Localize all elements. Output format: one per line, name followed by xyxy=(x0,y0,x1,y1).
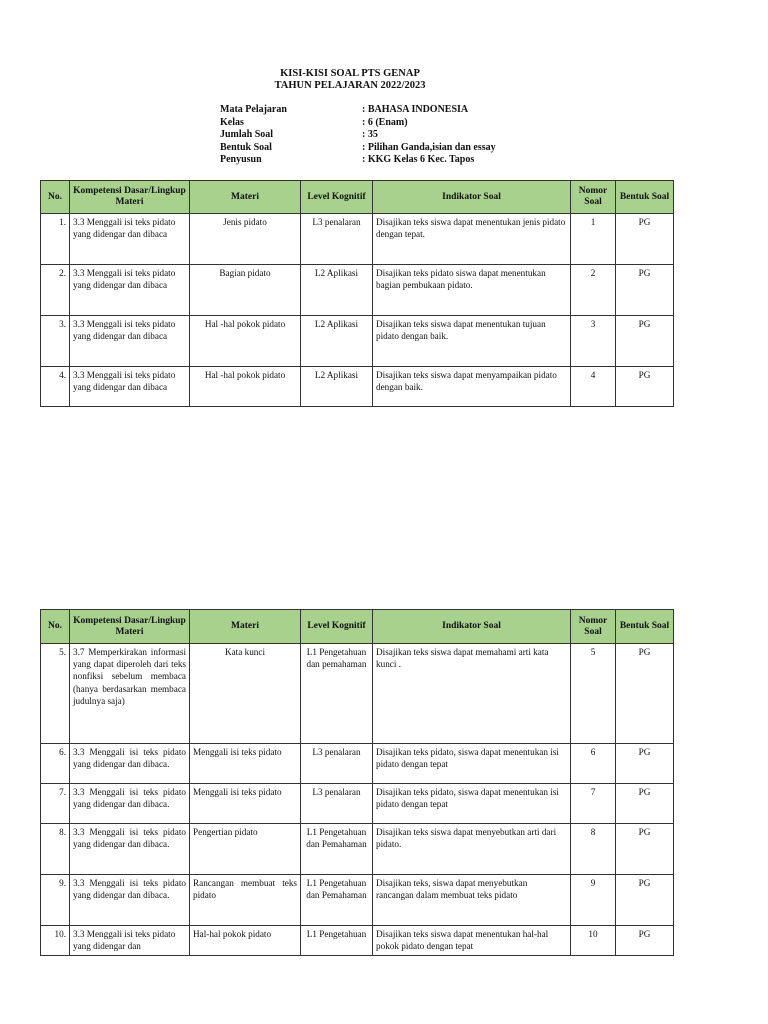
meta-value: : 35 xyxy=(362,129,378,140)
table-row xyxy=(41,824,674,875)
cell-bentuk: PG xyxy=(616,824,674,875)
cell-materi: Hal -hal pokok pidato xyxy=(190,316,301,367)
table-row xyxy=(41,784,674,824)
header-materi: Materi xyxy=(190,181,301,214)
cell-kompetensi: 3.3 Menggali isi teks pidato yang didengar dan dibaca. xyxy=(70,744,190,784)
cell-level: L2 Aplikasi xyxy=(301,367,373,407)
cell-kompetensi: 3.3 Menggali isi teks pidato yang didengar dan xyxy=(70,926,190,956)
cell-materi: Kata kunci xyxy=(190,644,301,744)
cell-indikator: Disajikan teks pidato, siswa dapat menentukan isi pidato dengan tepat xyxy=(373,744,571,784)
cell-nomor: 7 xyxy=(571,784,616,824)
cell-no: 3. xyxy=(41,316,70,367)
header-indikator: Indikator Soal xyxy=(373,181,571,214)
cell-indikator: Disajikan teks pidato, siswa dapat menentukan isi pidato dengan tepat xyxy=(373,784,571,824)
table-header-row xyxy=(41,610,674,644)
cell-materi: Pengertian pidato xyxy=(190,824,301,875)
table-row xyxy=(41,744,674,784)
header-no: No. xyxy=(41,181,70,214)
cell-no: 6. xyxy=(41,744,70,784)
cell-level: L3 penalaran xyxy=(301,784,373,824)
cell-no: 8. xyxy=(41,824,70,875)
cell-nomor: 8 xyxy=(571,824,616,875)
cell-no: 7. xyxy=(41,784,70,824)
cell-bentuk: PG xyxy=(616,367,674,407)
header-kompetensi: Kompetensi Dasar/Lingkup Materi xyxy=(70,181,190,214)
cell-indikator: Disajikan teks, siswa dapat menyebutkan rancangan dalam membuat teks pidato xyxy=(373,875,571,926)
cell-indikator: Disajikan teks siswa dapat memahami arti kata kunci . xyxy=(373,644,571,744)
cell-kompetensi: 3.3 Menggali isi teks pidato yang didengar dan dibaca. xyxy=(70,784,190,824)
meta-block xyxy=(220,104,496,167)
kisi-kisi-table-2 xyxy=(40,609,674,956)
cell-nomor: 4 xyxy=(571,367,616,407)
meta-label: Bentuk Soal xyxy=(220,141,272,153)
cell-nomor: 3 xyxy=(571,316,616,367)
cell-indikator: Disajikan teks pidato siswa dapat menentukan bagian pembukaan pidato. xyxy=(373,265,571,316)
header-level: Level Kognitif xyxy=(301,181,373,214)
cell-kompetensi: 3.3 Menggali isi teks pidato yang didengar dan dibaca. xyxy=(70,824,190,875)
cell-nomor: 1 xyxy=(571,214,616,265)
cell-indikator: Disajikan teks siswa dapat menentukan tujuan pidato dengan baik. xyxy=(373,316,571,367)
header-materi: Materi xyxy=(190,610,301,644)
cell-kompetensi: 3.3 Menggali isi teks pidato yang didengar dan dibaca. xyxy=(70,875,190,926)
cell-materi: Hal -hal pokok pidato xyxy=(190,367,301,407)
cell-level: L1 Pengetahuan dan pemahaman xyxy=(301,644,373,744)
cell-nomor: 6 xyxy=(571,744,616,784)
meta-label: Penyusun xyxy=(220,154,262,165)
meta-value: : BAHASA INDONESIA xyxy=(362,104,469,115)
cell-materi: Menggali isi teks pidato xyxy=(190,784,301,824)
meta-label: Mata Pelajaran xyxy=(220,104,287,115)
cell-no: 5. xyxy=(41,644,70,744)
cell-nomor: 10 xyxy=(571,926,616,956)
cell-indikator: Disajikan teks siswa dapat menentukan jenis pidato dengan tepat. xyxy=(373,214,571,265)
cell-kompetensi: 3.3 Menggali isi teks pidato yang didengar dan dibaca xyxy=(70,316,190,367)
cell-no: 9. xyxy=(41,875,70,926)
cell-level: L1 Pengetahuan dan Pemahaman xyxy=(301,824,373,875)
cell-materi: Menggali isi teks pidato xyxy=(190,744,301,784)
cell-materi: Jenis pidato xyxy=(190,214,301,265)
meta-value: : KKG Kelas 6 Kec. Tapos xyxy=(362,154,475,165)
document-subtitle: TAHUN PELAJARAN 2022/2023 xyxy=(274,80,426,91)
cell-bentuk: PG xyxy=(616,744,674,784)
cell-materi: Rancangan membuat teks pidato xyxy=(190,875,301,926)
cell-level: L1 Pengetahuan xyxy=(301,926,373,956)
cell-nomor: 9 xyxy=(571,875,616,926)
cell-bentuk: PG xyxy=(616,875,674,926)
table-row xyxy=(41,875,674,926)
cell-bentuk: PG xyxy=(616,316,674,367)
table-row xyxy=(41,644,674,744)
cell-bentuk: PG xyxy=(616,644,674,744)
header-nomor: Nomor Soal xyxy=(571,181,616,214)
cell-no: 2. xyxy=(41,265,70,316)
header-no: No. xyxy=(41,610,70,644)
meta-value: : Pilihan Ganda,isian dan essay xyxy=(362,141,496,153)
meta-row xyxy=(220,154,496,167)
cell-no: 1. xyxy=(41,214,70,265)
table-row xyxy=(41,926,674,956)
cell-bentuk: PG xyxy=(616,784,674,824)
cell-no: 4. xyxy=(41,367,70,407)
meta-row xyxy=(220,129,496,142)
header-bentuk: Bentuk Soal xyxy=(616,610,674,644)
cell-kompetensi: 3.3 Menggali isi teks pidato yang didengar dan dibaca xyxy=(70,367,190,407)
cell-materi: Bagian pidato xyxy=(190,265,301,316)
cell-level: L2 Aplikasi xyxy=(301,316,373,367)
document-title: KISI-KISI SOAL PTS GENAP xyxy=(280,68,420,79)
cell-indikator: Disajikan teks siswa dapat menyampaikan pidato dengan baik. xyxy=(373,367,571,407)
cell-kompetensi: 3.3 Menggali isi teks pidato yang didengar dan dibaca xyxy=(70,265,190,316)
cell-bentuk: PG xyxy=(616,214,674,265)
table-row xyxy=(41,214,674,265)
cell-level: L1 Pengetahuan dan Pemahaman xyxy=(301,875,373,926)
cell-nomor: 2 xyxy=(571,265,616,316)
meta-row xyxy=(220,142,496,155)
meta-row xyxy=(220,117,496,130)
cell-kompetensi: 3.7 Memperkirakan informasi yang dapat diperoleh dari teks nonfiksi sebelum membaca (hanya berdasarkan membaca judulnya saja) xyxy=(70,644,190,744)
table-row xyxy=(41,367,674,407)
cell-nomor: 5 xyxy=(571,644,616,744)
cell-no: 10. xyxy=(41,926,70,956)
cell-indikator: Disajikan teks siswa dapat menentukan hal-hal pokok pidato dengan tepat xyxy=(373,926,571,956)
meta-value: : 6 (Enam) xyxy=(362,116,408,128)
meta-label: Kelas xyxy=(220,116,244,128)
cell-bentuk: PG xyxy=(616,926,674,956)
table-row xyxy=(41,265,674,316)
header-kompetensi: Kompetensi Dasar/Lingkup Materi xyxy=(70,610,190,644)
table-header-row xyxy=(41,181,674,214)
cell-level: L2 Aplikasi xyxy=(301,265,373,316)
header-nomor: Nomor Soal xyxy=(571,610,616,644)
header-bentuk: Bentuk Soal xyxy=(616,181,674,214)
meta-row xyxy=(220,104,496,117)
cell-materi: Hal-hal pokok pidato xyxy=(190,926,301,956)
header-indikator: Indikator Soal xyxy=(373,610,571,644)
kisi-kisi-table-1 xyxy=(40,180,674,407)
cell-level: L3 penalaran xyxy=(301,744,373,784)
meta-label: Jumlah Soal xyxy=(220,129,274,140)
cell-kompetensi: 3.3 Menggali isi teks pidato yang didengar dan dibaca xyxy=(70,214,190,265)
header-level: Level Kognitif xyxy=(301,610,373,644)
table-row xyxy=(41,316,674,367)
cell-level: L3 penalaran xyxy=(301,214,373,265)
cell-bentuk: PG xyxy=(616,265,674,316)
cell-indikator: Disajikan teks siswa dapat menyebutkan arti dari pidato. xyxy=(373,824,571,875)
